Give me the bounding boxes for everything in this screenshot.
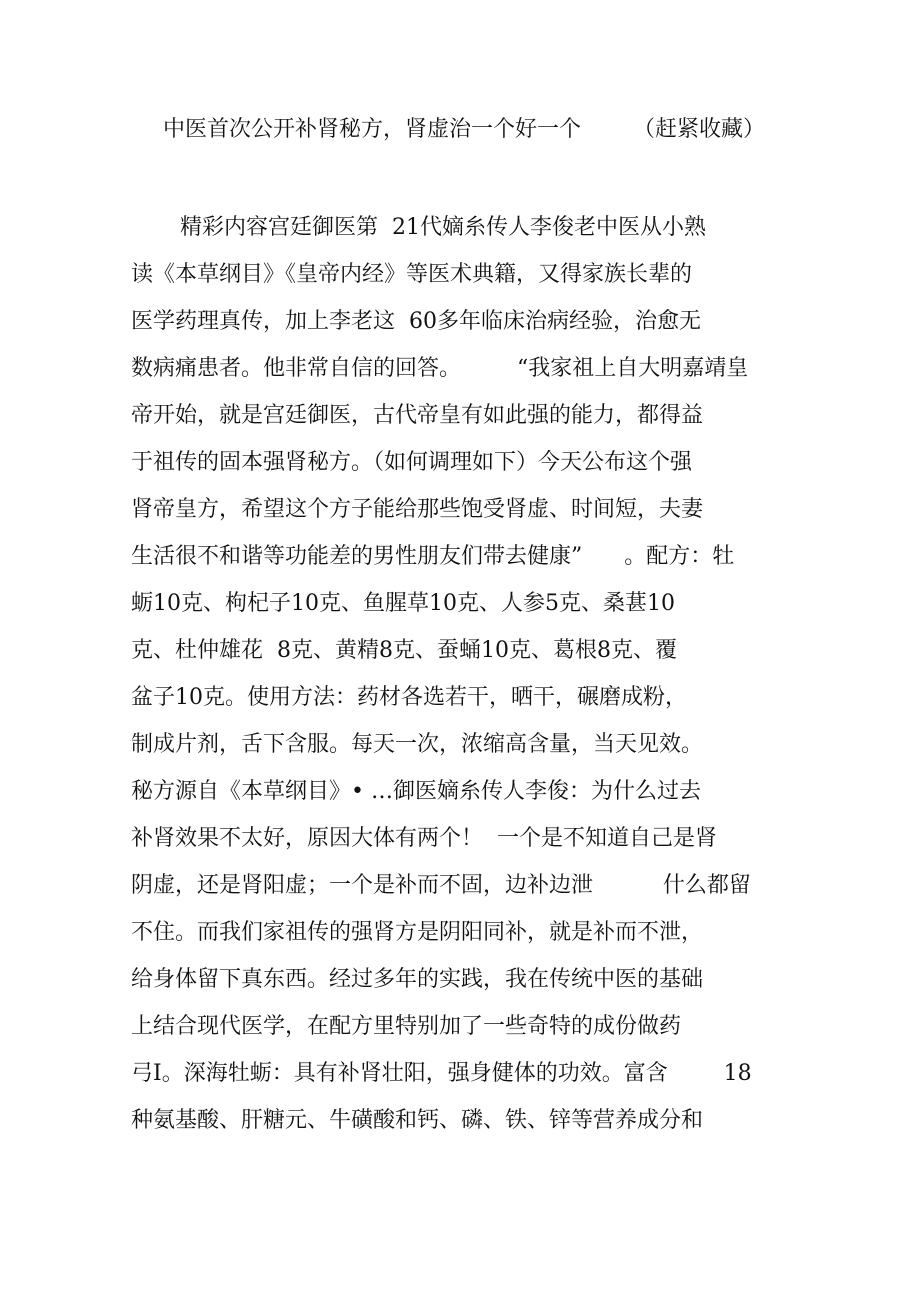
body-line-2: 读《本草纲目》《皇帝内经》等医术典籍，又得家族长辈的 <box>131 262 693 287</box>
body-line-17: 给身体留下真东西。经过多年的实践，我在传统中医的基础 <box>131 967 704 992</box>
body-line-20: 种氨基酸、肝糖元、牛磺酸和钙、磷、铁、锌等营养成分和 <box>131 1108 704 1133</box>
body-line-12: 制成片剂，舌下含服。每天一次，浓缩高含量，当天见效。 <box>131 732 704 757</box>
body-line-18: 上结合现代医学，在配方里特别加了一些奇特的成份做药 <box>131 1014 682 1039</box>
body-line-10: 克、杜仲雄花 8克、黄精8克、蚕蛹10克、葛根8克、覆 <box>131 638 677 663</box>
body-line-19: 弓I。深海牡蛎：具有补肾壮阳，强身健体的功效。富含 18 <box>131 1061 752 1086</box>
body-line-5: 帝开始，就是宫廷御医，古代帝皇有如此强的能力，都得益 <box>131 403 704 428</box>
body-line-9: 蛎10克、枸杞子10克、鱼腥草10克、人参5克、桑葚10 <box>131 591 675 616</box>
body-line-1: 精彩内容宫廷御医第 21代嫡糸传人李俊老中医从小熟 <box>180 215 706 240</box>
body-line-8: 生活很不和谐等功能差的男性朋友们带去健康” 。配方：牡 <box>131 544 735 569</box>
body-line-15: 阴虚，还是肾阳虚；一个是补而不固，边补边泄 什么都留 <box>131 873 751 898</box>
body-line-3: 医学药理真传，加上李老这 60多年临床治病经验，治愈无 <box>131 309 701 334</box>
document-title-note: （赶紧收藏） <box>633 117 766 142</box>
body-line-11: 盆子10克。使用方法：药材各选若干，晒干，碾磨成粉， <box>131 685 687 710</box>
body-line-4: 数病痛患者。他非常自信的回答。 “我家祖上自大明嘉靖皇 <box>131 356 749 381</box>
body-line-6: 于祖传的固本强肾秘方。（如何调理如下）今天公布这个强 <box>131 450 693 475</box>
body-line-7: 肾帝皇方，希望这个方子能给那些饱受肾虚、时间短，夫妻 <box>131 497 704 522</box>
body-line-14: 补肾效果不太好，原因大体有两个！ 一个是不知道自己是肾 <box>131 826 717 851</box>
body-line-16: 不住。而我们家祖传的强肾方是阴阳同补，就是补而不泄， <box>131 920 704 945</box>
body-line-13: 秘方源自《本草纲目》• …御医嫡糸传人李俊：为什么过去 <box>131 779 701 804</box>
document-title: 中医首次公开补肾秘方，肾虚治一个好一个 <box>163 117 582 142</box>
